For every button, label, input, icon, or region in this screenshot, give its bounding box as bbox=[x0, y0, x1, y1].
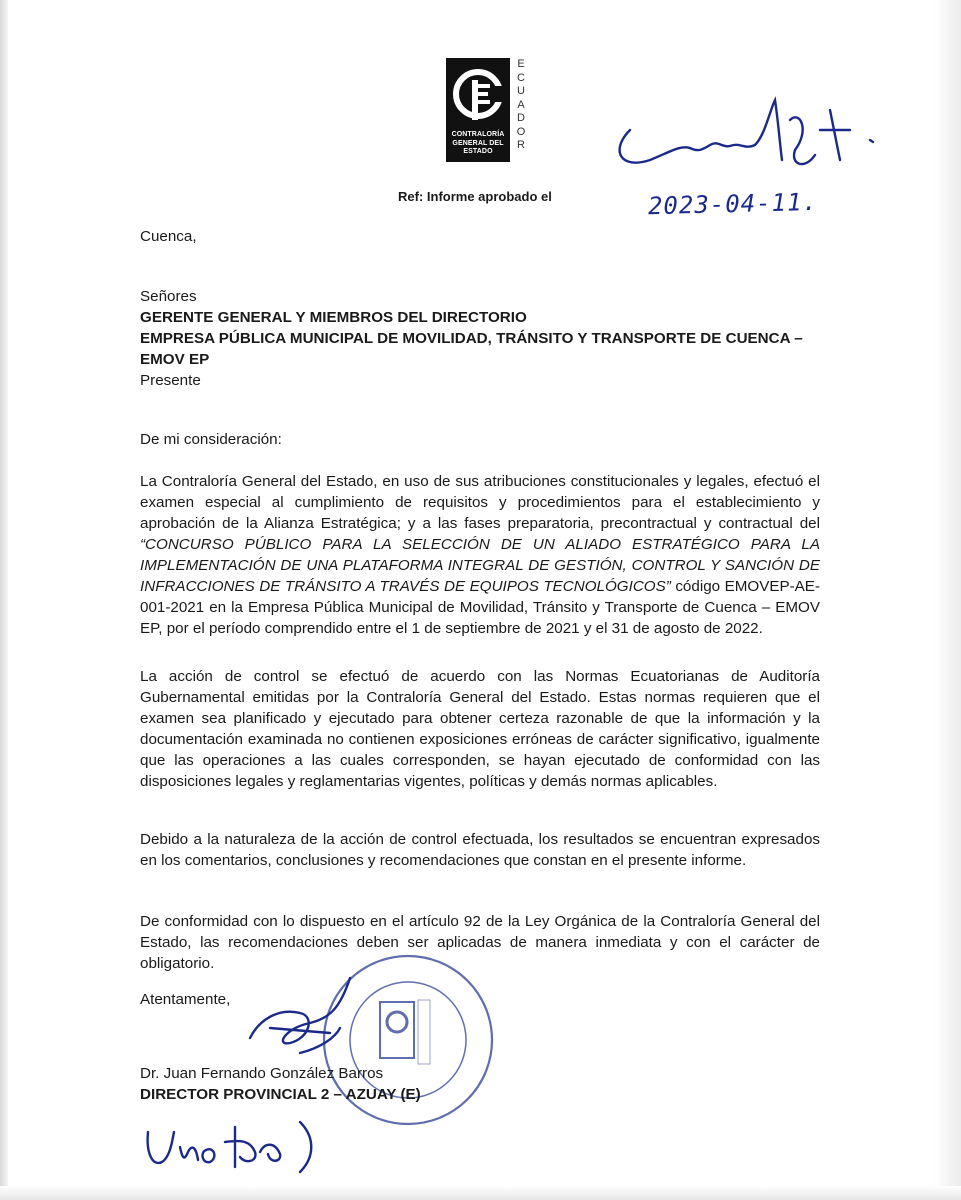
ref-label: Ref: Informe aprobado el bbox=[398, 189, 552, 204]
closing: Atentamente, bbox=[140, 991, 231, 1008]
logo-institution-name: CONTRALORÍA GENERAL DEL ESTADO bbox=[451, 131, 505, 155]
signer-name: Dr. Juan Fernando González Barros bbox=[140, 1065, 384, 1082]
greeting: De mi consideración: bbox=[140, 431, 282, 448]
contest-title: “CONCURSO PÚBLICO PARA LA SELECCIÓN DE UN ALIADO ESTRATÉGICO PARA LA IMPLEMENTACIÓN DE UNA PLATAFORMA INTEGRAL DE GESTIÓN, CONTROL Y SANCIÓN DE INFRACCIONES DE TRÁNSITO A TRAVÉS DE EQUIPOS TECNOLÓGICOS” bbox=[140, 536, 820, 595]
signer-title: DIRECTOR PROVINCIAL 2 – AZUAY (E) bbox=[140, 1086, 421, 1103]
scan-edge-bottom bbox=[0, 1186, 961, 1200]
paragraph-1 bbox=[140, 471, 820, 639]
recipient-line-1: GERENTE GENERAL Y MIEMBROS DEL DIRECTORIO bbox=[140, 309, 527, 326]
salutation-title: Señores bbox=[140, 288, 197, 305]
paragraph-3: Debido a la naturaleza de la acción de control efectuada, los resultados se encuentran expresados en los comentarios, conclusiones y recomendaciones que constan en el presente informe. bbox=[140, 831, 820, 869]
paragraph-2: La acción de control se efectuó de acuerdo con las Normas Ecuatorianas de Auditoría Gubernamental emitidas por la Contraloría General del Estado. Estas normas requieren que el examen sea planificado y ejecutado para obtener certeza razonable de que la información y la documentación examinada no contienen exposiciones erróneas de carácter significativo, igualmente que las operaciones a las cuales corresponden, se hayan ejecutado de conformidad con las disposiciones legales y reglamentarias vigentes, políticas y demás normas aplicables. bbox=[140, 668, 820, 790]
paragraph-1-part-a: La Contraloría General del Estado, en uso de sus atribuciones constitucionales y legales, efectuó el examen especial al cumplimiento de requisitos y procedimientos para el establecimiento y aprobación de la Alianza Estratégica; y a las fases preparatoria, precontractual y contractual del bbox=[140, 473, 820, 532]
scan-edge-left bbox=[0, 0, 8, 1200]
presente-line: Presente bbox=[140, 372, 201, 389]
key-emblem-icon bbox=[446, 58, 510, 130]
handwritten-date: 2023-04-11. bbox=[647, 187, 819, 221]
contraloria-logo bbox=[446, 58, 510, 162]
paragraph-4: De conformidad con lo dispuesto en el artículo 92 de la Ley Orgánica de la Contraloría General del Estado, las recomendaciones deben ser aplicadas de manera inmediata y con el carácter de obligatorio. bbox=[140, 913, 820, 972]
approval-signature bbox=[590, 90, 890, 190]
director-signature bbox=[240, 968, 380, 1068]
paragraph-1-part-b: código EMOVEP-AE-001-2021 en la Empresa Pública Municipal de Movilidad, Tránsito y Transporte de Cuenca – EMOV EP, por el período comprendido entre el 1 de septiembre de 2021 y el 31 de agosto de 2022. bbox=[140, 578, 820, 637]
city-line: Cuenca, bbox=[140, 228, 197, 245]
scan-edge-right bbox=[933, 0, 961, 1200]
recipient-line-2: EMPRESA PÚBLICA MUNICIPAL DE MOVILIDAD, TRÁNSITO Y TRANSPORTE DE CUENCA – EMOV EP bbox=[140, 330, 803, 368]
handwritten-note bbox=[140, 1112, 330, 1182]
logo-country: ECUADOR bbox=[516, 58, 526, 151]
recipient-block bbox=[140, 286, 820, 391]
